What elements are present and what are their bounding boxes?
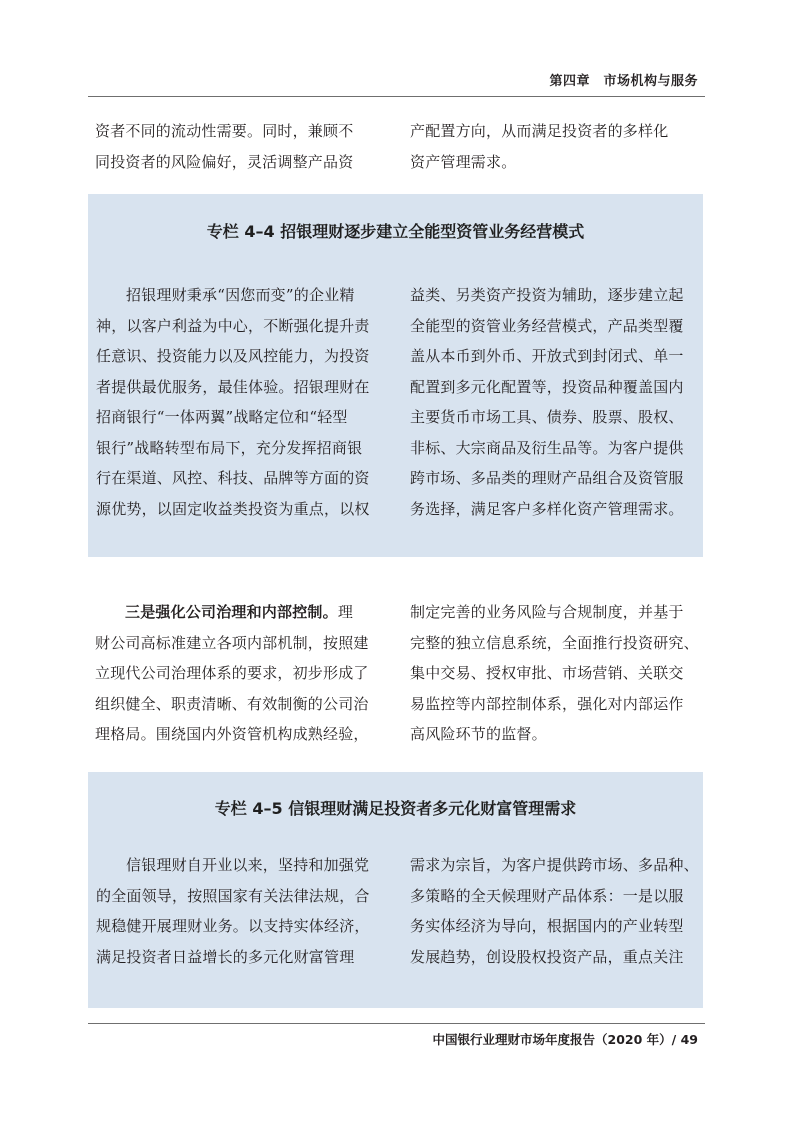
text-line: 配置到多元化配置等，投资品种覆盖国内 [410,377,684,396]
text-line: 完整的独立信息系统，全面推行投资研究、 [410,633,699,652]
text-line: 产配置方向，从而满足投资者的多样化 [410,122,669,140]
box-left-column [96,280,381,524]
text-line: 制定完善的业务风险与合规制度，并基于 [410,603,684,621]
text-line: 需求为宗旨，为客户提供跨市场、多品种、 [410,856,699,874]
intro-left-column [95,116,380,177]
text-line: 神，以客户利益为中心，不断强化提升责 [96,316,370,335]
text-line: 发展趋势，创设股权投资产品，重点关注 [410,947,684,966]
text-line: 集中交易、授权审批、市场营销、关联交 [410,664,684,682]
text-line: 招商银行“一体两翼”战略定位和“轻型 [96,408,348,426]
section-lead: 三是强化公司治理和内部控制。 [125,603,338,621]
text-line: 行在渠道、风控、科技、品牌等方面的资 [96,469,370,487]
sidebar-box-4-4 [88,194,703,557]
text-line: 盖从本币到外币、开放式到封闭式、单一 [410,347,684,365]
text-line: 跨市场、多品类的理财产品组合及资管服 [410,469,684,487]
box-left-column [96,850,381,972]
text-line: 立现代公司治理体系的要求，初步形成了 [95,664,369,682]
text-fragment: 理 [337,603,354,621]
text-line: 全能型的资管业务经营模式，产品类型覆 [410,316,684,335]
section3-right-column [410,597,705,750]
text-line: 同投资者的风险偏好，灵活调整产品资 [95,152,354,171]
text-line: 多策略的全天候理财产品体系：一是以服 [410,886,684,905]
text-line: 信银理财自开业以来，坚持和加强党 [126,856,370,874]
intro-right-column [410,116,700,177]
text-line: 易监控等内部控制体系，强化对内部运作 [410,694,684,713]
box-title: 专栏 4–4 招银理财逐步建立全能型资管业务经营模式 [206,222,585,241]
text-line: 资者不同的流动性需要。同时，兼顾不 [95,122,354,140]
page-footer: 中国银行业理财市场年度报告（2020 年）/ 49 [432,1032,698,1047]
text-line: 者提供最优服务，最佳体验。招银理财在 [96,377,370,396]
text-line: 招银理财秉承“因您而变”的企业精 [126,286,355,304]
text-line: 规稳健开展理财业务。以支持实体经济， [96,917,370,935]
header-rule [88,96,705,97]
box-title: 专栏 4–5 信银理财满足投资者多元化财富管理需求 [214,799,577,818]
section3-left-column [95,597,380,750]
text-line: 务选择，满足客户多样化资产管理需求。 [410,499,684,518]
text-line: 务实体经济为导向，根据国内的产业转型 [410,917,684,935]
sidebar-box-4-5 [88,772,703,1008]
text-line: 组织健全、职责清晰、有效制衡的公司治 [95,694,369,713]
box-right-column [410,280,700,524]
text-line: 益类、另类资产投资为辅助，逐步建立起 [410,286,684,304]
text-line: 高风险环节的监督。 [410,725,547,743]
text-line: 财公司高标准建立各项内部机制，按照建 [95,633,369,652]
box-right-column [410,850,702,972]
text-line: 非标、大宗商品及衍生品等。为客户提供 [410,438,684,457]
running-head: 第四章 市场机构与服务 [549,74,698,89]
text-line: 银行”战略转型布局下，充分发挥招商银 [96,438,363,457]
text-line: 理格局。围绕国内外资管机构成熟经验， [95,725,369,743]
text-line [95,597,380,628]
text-line: 资产管理需求。 [410,152,517,171]
text-line: 满足投资者日益增长的多元化财富管理 [96,947,355,966]
footer-rule [88,1023,705,1024]
text-line: 的全面领导，按照国家有关法律法规，合 [96,886,370,905]
text-line: 任意识、投资能力以及风控能力，为投资 [96,347,370,365]
text-line: 主要货币市场工具、债券、股票、股权、 [410,408,684,426]
text-line: 源优势，以固定收益类投资为重点，以权 [96,499,370,518]
